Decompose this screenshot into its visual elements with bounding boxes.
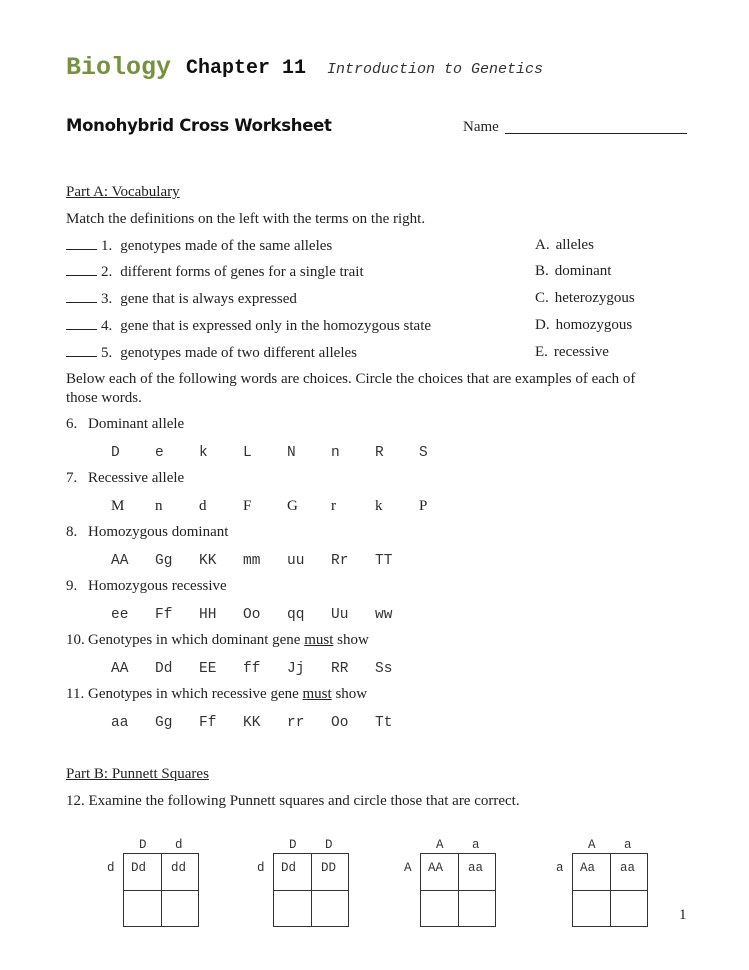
side-allele: d <box>107 861 115 875</box>
answer-choice[interactable]: L <box>243 445 252 461</box>
circle-instructions-line1: Below each of the following words are choices. Circle the choices that are examples of each of <box>66 371 636 387</box>
definition-item <box>66 237 332 255</box>
part-a-heading: Part A: Vocabulary <box>66 184 180 200</box>
answer-choice[interactable]: TT <box>375 553 393 569</box>
answer-choice[interactable]: mm <box>243 553 261 569</box>
question-number: 7. <box>66 470 78 486</box>
question-prompt <box>66 578 227 595</box>
definition-item <box>66 290 297 308</box>
answer-choice[interactable]: RR <box>331 661 349 677</box>
top-allele: a <box>472 838 480 852</box>
answer-choice[interactable]: rr <box>287 715 305 731</box>
answer-choice[interactable]: Oo <box>331 715 349 731</box>
term-letter: C. <box>535 290 549 306</box>
answer-choice[interactable]: Uu <box>331 607 349 623</box>
question-text-pre: Genotypes in which recessive gene <box>88 686 303 702</box>
answer-choice[interactable]: Tt <box>375 715 393 731</box>
question-number: 8. <box>66 524 78 540</box>
answer-choice[interactable]: qq <box>287 607 305 623</box>
answer-choice[interactable]: Gg <box>155 715 173 731</box>
definition-text: gene that is always expressed <box>120 291 297 307</box>
definition-text: different forms of genes for a single trait <box>120 264 364 280</box>
answer-blank[interactable] <box>66 263 97 276</box>
grid-divider <box>274 890 348 891</box>
punnett-cell: Dd <box>131 861 147 875</box>
circle-instructions-line2: those words. <box>66 390 142 406</box>
definition-item <box>66 263 364 281</box>
side-allele: a <box>556 861 564 875</box>
top-allele: A <box>436 838 444 852</box>
question-emphasis: must <box>302 686 332 702</box>
name-field-line[interactable] <box>505 133 687 134</box>
part-a-instructions: Match the definitions on the left with the terms on the right. <box>66 211 426 227</box>
answer-choice[interactable]: aa <box>111 715 129 731</box>
definition-number: 4. <box>101 318 113 334</box>
answer-choice[interactable]: Ff <box>199 715 217 731</box>
punnett-cell: Aa <box>580 861 596 875</box>
side-allele: d <box>257 861 265 875</box>
answer-choice[interactable]: ww <box>375 607 393 623</box>
top-allele: D <box>289 838 297 852</box>
answer-choice[interactable]: R <box>375 445 384 461</box>
punnett-cell: aa <box>468 861 484 875</box>
punnett-cell: AA <box>428 861 444 875</box>
top-allele: a <box>624 838 632 852</box>
punnett-cell: DD <box>321 861 337 875</box>
definition-number: 2. <box>101 264 113 280</box>
answer-choice[interactable]: HH <box>199 607 217 623</box>
term-letter: B. <box>535 263 549 279</box>
punnett-cell: Dd <box>281 861 297 875</box>
question-number: 9. <box>66 578 78 594</box>
answer-choice[interactable]: n <box>331 445 340 461</box>
answer-choice[interactable]: ee <box>111 607 129 623</box>
answer-blank[interactable] <box>66 317 97 330</box>
question-text-pre: Genotypes in which dominant gene <box>88 632 305 648</box>
answer-choice[interactable]: k <box>375 498 383 514</box>
answer-choice[interactable]: Jj <box>287 661 305 677</box>
question-prompt <box>66 416 184 433</box>
answer-choice[interactable]: d <box>199 498 207 514</box>
question-text: Dominant allele <box>88 416 185 432</box>
answer-choice[interactable]: n <box>155 498 163 514</box>
answer-choice[interactable]: ff <box>243 661 261 677</box>
answer-choice[interactable]: F <box>243 498 252 514</box>
term-text: heterozygous <box>554 290 635 306</box>
term-text: alleles <box>555 237 594 253</box>
answer-choice[interactable]: KK <box>199 553 217 569</box>
answer-choice[interactable]: Ff <box>155 607 173 623</box>
definition-number: 3. <box>101 291 113 307</box>
punnett-cell: dd <box>171 861 187 875</box>
top-allele: D <box>325 838 333 852</box>
answer-choice[interactable]: P <box>419 498 428 514</box>
question-number: 10. <box>66 632 85 648</box>
part-b-question: 12. Examine the following Punnett squares and circle those that are correct. <box>66 793 520 809</box>
part-b-heading: Part B: Punnett Squares <box>66 766 209 782</box>
definition-text: genotypes made of two different alleles <box>120 345 357 361</box>
definition-text: genotypes made of the same alleles <box>120 238 333 254</box>
question-text: Homozygous recessive <box>88 578 227 594</box>
term-item <box>535 344 609 361</box>
answer-choice[interactable]: r <box>331 498 336 514</box>
top-allele: D <box>139 838 147 852</box>
answer-choice[interactable]: Gg <box>155 553 173 569</box>
answer-choice[interactable]: M <box>111 498 125 514</box>
answer-choice[interactable]: N <box>287 445 296 461</box>
question-emphasis: must <box>304 632 334 648</box>
top-allele: d <box>175 838 183 852</box>
answer-choice[interactable]: Ss <box>375 661 393 677</box>
definition-number: 5. <box>101 345 113 361</box>
question-prompt <box>66 686 367 703</box>
answer-choice[interactable]: S <box>419 445 428 461</box>
answer-choice[interactable]: uu <box>287 553 305 569</box>
grid-divider <box>124 890 198 891</box>
grid-divider <box>421 890 495 891</box>
name-label: Name <box>463 119 499 135</box>
question-prompt <box>66 470 184 487</box>
answer-choice[interactable]: G <box>287 498 298 514</box>
worksheet-title: Monohybrid Cross Worksheet <box>66 116 332 135</box>
subject-title: Biology <box>66 53 172 82</box>
question-number: 6. <box>66 416 78 432</box>
question-prompt <box>66 632 369 649</box>
question-prompt <box>66 524 228 541</box>
term-item <box>535 237 594 254</box>
side-allele: A <box>404 861 412 875</box>
term-letter: A. <box>535 237 550 253</box>
answer-choice[interactable]: e <box>155 445 164 461</box>
question-number: 11. <box>66 686 85 702</box>
question-text: Homozygous dominant <box>88 524 229 540</box>
answer-choice[interactable]: AA <box>111 553 129 569</box>
chapter-title: Chapter 11 <box>186 57 307 80</box>
answer-choice[interactable]: Oo <box>243 607 261 623</box>
answer-choice[interactable]: k <box>199 445 208 461</box>
answer-choice[interactable]: D <box>111 445 120 461</box>
chapter-subtitle: Introduction to Genetics <box>327 61 544 78</box>
answer-blank[interactable] <box>66 237 97 250</box>
punnett-cell: aa <box>620 861 636 875</box>
definition-item <box>66 344 357 362</box>
definition-number: 1. <box>101 238 113 254</box>
definition-text: gene that is expressed only in the homozygous state <box>120 318 432 334</box>
top-allele: A <box>588 838 596 852</box>
term-item <box>535 263 611 280</box>
page-number: 1 <box>679 907 687 923</box>
answer-choice[interactable]: Rr <box>331 553 349 569</box>
grid-divider <box>573 890 647 891</box>
question-text-post: show <box>331 686 368 702</box>
answer-choice[interactable]: EE <box>199 661 217 677</box>
term-text: dominant <box>554 263 612 279</box>
answer-choice[interactable]: Dd <box>155 661 173 677</box>
term-item <box>535 317 632 334</box>
question-text-post: show <box>333 632 369 648</box>
question-text: Recessive allele <box>88 470 185 486</box>
answer-choice[interactable]: KK <box>243 715 261 731</box>
answer-blank[interactable] <box>66 344 97 357</box>
term-text: recessive <box>553 344 609 360</box>
definition-item <box>66 317 431 335</box>
term-item <box>535 290 635 307</box>
term-letter: E. <box>535 344 548 360</box>
term-text: homozygous <box>555 317 633 333</box>
answer-choice[interactable]: AA <box>111 661 129 677</box>
term-letter: D. <box>535 317 550 333</box>
answer-blank[interactable] <box>66 290 97 303</box>
